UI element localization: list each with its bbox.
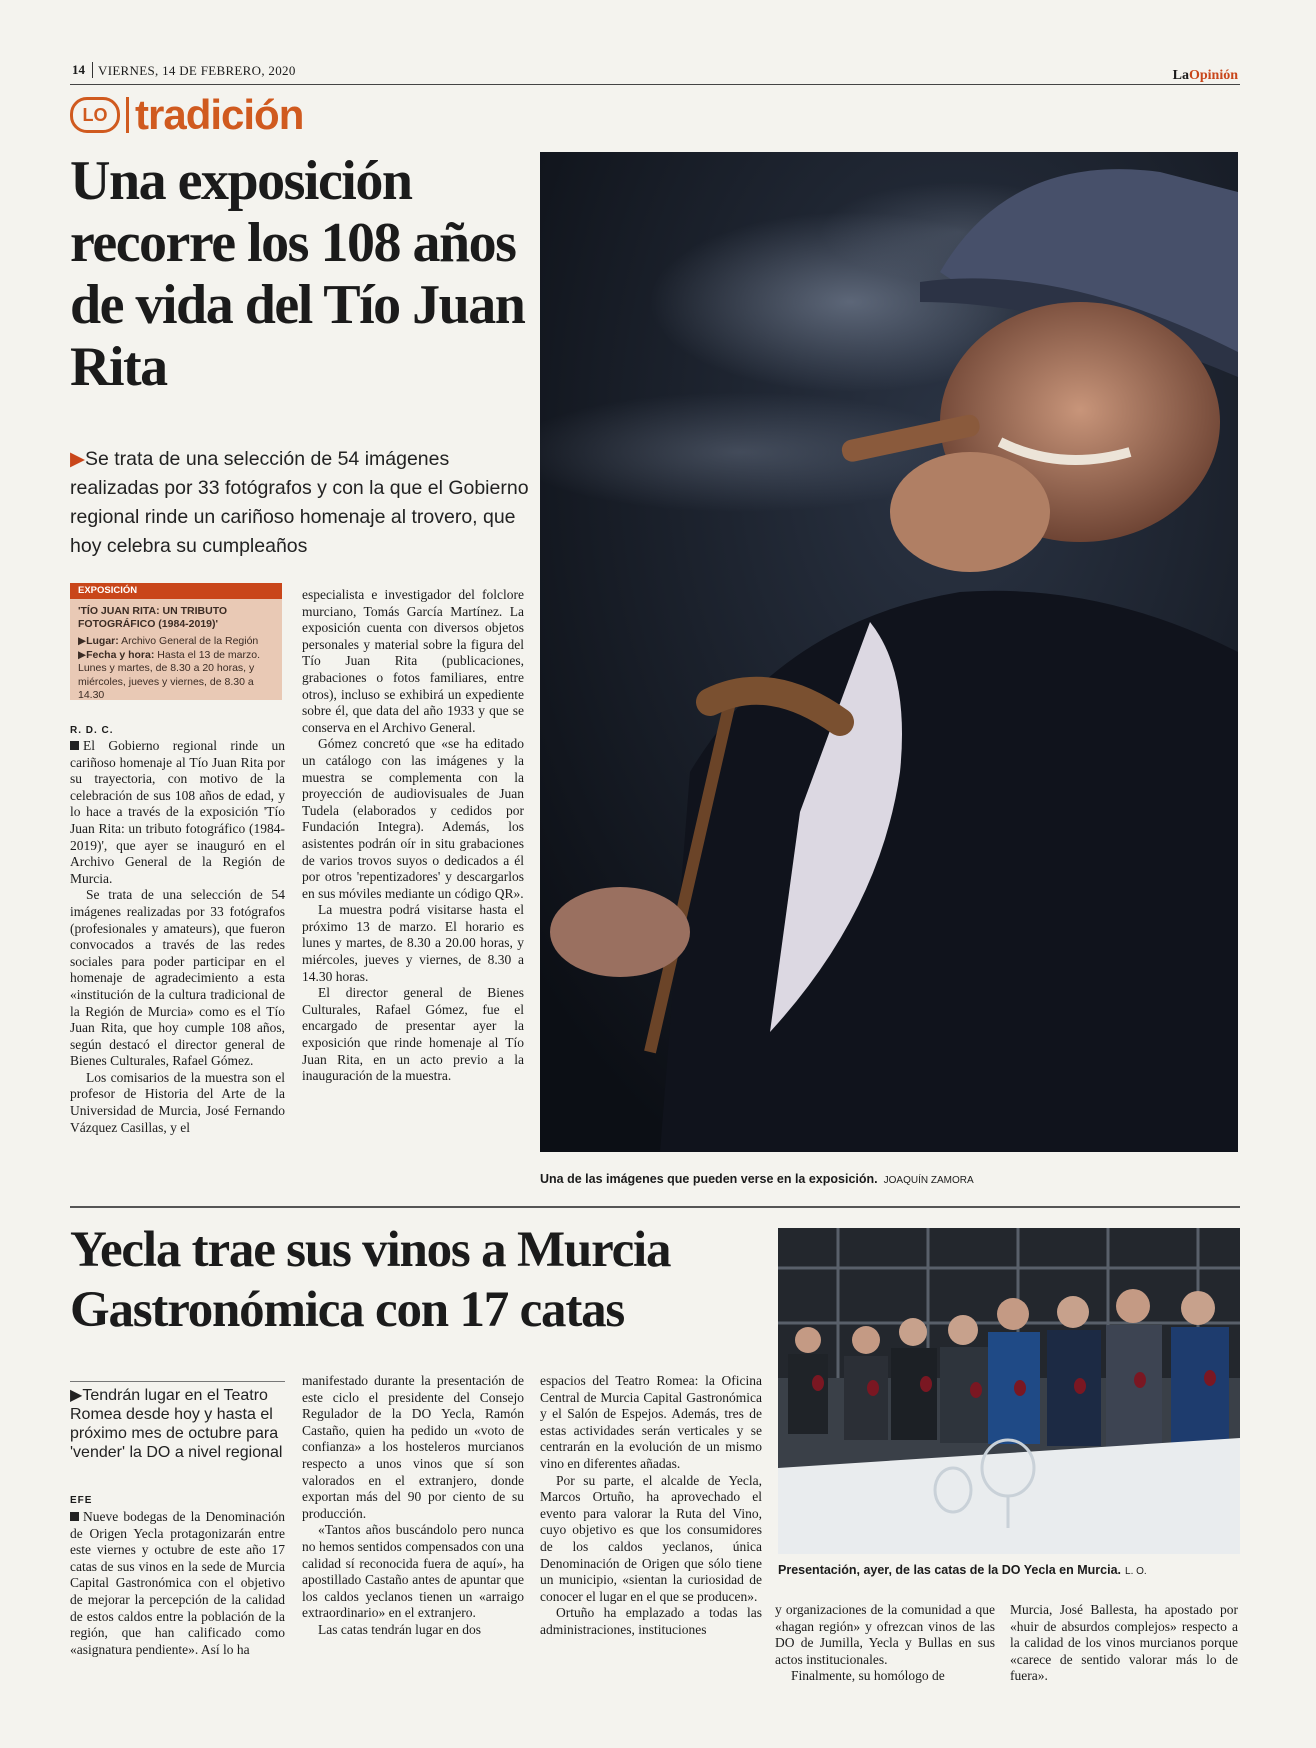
section-name: tradición bbox=[135, 91, 304, 138]
story2-column-2 bbox=[302, 1373, 524, 1639]
headline-story1: Una exposición recorre los 108 años de vida del Tío Juan Rita bbox=[70, 150, 525, 398]
story2-column-5 bbox=[1010, 1602, 1238, 1685]
subhead-story2 bbox=[70, 1381, 285, 1462]
paragraph: Finalmente, su homólogo de bbox=[791, 1668, 945, 1684]
info-fecha-value: Hasta el 13 de marzo. Lunes y martes, de 8.30 a 20 horas, y miércoles, jueves y viernes, de 8.30 a 14.30 bbox=[78, 648, 260, 701]
paragraph-text: El Gobierno regional rinde un cariñoso homenaje al Tío Juan Rita por su trayectoria, con motivo de la celebración de sus 108 años de edad, y lo hace a través de la exposición 'Tío Juan Rita: un tributo fotográfico (1984-2019)', que ayer se inauguró en el Archivo General de la Región de Murcia. bbox=[70, 738, 285, 886]
byline-story2: EFE bbox=[70, 1495, 93, 1506]
paragraph bbox=[70, 1509, 285, 1658]
info-lugar-label: Lugar: bbox=[86, 635, 119, 647]
section-header bbox=[70, 92, 303, 138]
portrait-photo bbox=[540, 152, 1238, 1152]
photo-caption-story2 bbox=[778, 1563, 1240, 1577]
story-divider bbox=[70, 1206, 1240, 1208]
info-lugar-value: Archivo General de la Región bbox=[121, 635, 259, 647]
info-fecha-label: Fecha y hora: bbox=[86, 648, 155, 661]
paragraph: y organizaciones de la comunidad a que «hagan región» y ofrezcan vinos de las DO de Jumilla, Yecla y Bullas en sus actos institucionales. bbox=[775, 1602, 995, 1667]
story2-column-4 bbox=[775, 1602, 995, 1685]
paragraph: Murcia, José Ballesta, ha apostado por «huir de absurdos complejos» respecto a la calidad de los vinos murcianos porque «carece de sentido valorar más lo de fuera». bbox=[1010, 1602, 1238, 1684]
paragraph: Gómez concretó que «se ha editado un catálogo con las imágenes y la muestra se complementa con la proyección de audiovisuales de Juan Tudela (elaborados y cedidos por Fundación Integra). Además, los asistentes podrán oír in situ grabaciones de varios trovos suyos o dedicados a él por otros 'repentizadores' y descargarlos en sus móviles mediante un código QR». bbox=[302, 736, 524, 901]
square-bullet-icon bbox=[70, 1512, 79, 1521]
paragraph: especialista e investigador del folclore murciano, Tomás García Martínez. La exposición cuenta con diversos objetos personales y material sobre la figura del Tío Juan Rita (publicaciones, grabaciones o fotos familiares, entre otros), incluso se exhibirá un expediente sobre él, que data del año 1933 y que se conserva en el Archivo General. bbox=[302, 587, 524, 735]
byline-story1: R. D. C. bbox=[70, 725, 114, 736]
issue-date: VIERNES, 14 DE FEBRERO, 2020 bbox=[98, 63, 296, 78]
headline-story2: Yecla trae sus vinos a Murcia Gastronómica con 17 catas bbox=[70, 1222, 671, 1338]
info-lugar bbox=[78, 635, 282, 649]
subhead-story1-text: Se trata de una selección de 54 imágenes realizadas por 33 fotógrafos y con la que el Gobierno regional rinde un cariñoso homenaje al trovero, que hoy celebra su cumpleaños bbox=[70, 448, 529, 557]
paragraph: La muestra podrá visitarse hasta el próximo 13 de marzo. El horario es lunes y martes, de 8.30 a 20.00 horas, y miércoles, jueves y viernes, de 8.30 a 14.30 horas. bbox=[302, 902, 524, 984]
header-rule bbox=[70, 84, 1240, 85]
story1-column-1 bbox=[70, 738, 285, 1136]
header-separator bbox=[92, 62, 93, 78]
photo-caption-story1 bbox=[540, 1172, 1240, 1186]
paragraph: Ortuño ha emplazado a todas las administraciones, instituciones bbox=[540, 1605, 762, 1637]
photo-credit: L. O. bbox=[1125, 1566, 1147, 1577]
triangle-bullet-icon: ▶ bbox=[78, 648, 87, 661]
paragraph: Por su parte, el alcalde de Yecla, Marcos Ortuño, ha aprovechado el evento para valorar la Ruta del Vino, cuyo objetivo es que los consumidores de los caldos yeclanos, única Denominación de Origen que sólo tiene un municipio, «sientan la curiosidad de conocer el lugar en el que se producen». bbox=[540, 1472, 762, 1604]
section-bar bbox=[126, 97, 129, 133]
exhibition-info-box bbox=[70, 583, 282, 700]
portrait-photo-illustration bbox=[540, 152, 1238, 1152]
paragraph: Los comisarios de la muestra son el profesor de Historia del Arte de la Universidad de Murcia, José Fernando Vázquez Casillas, y el bbox=[70, 1069, 285, 1135]
paragraph-text: Nueve bodegas de la Denominación de Origen Yecla protagonizarán entre este viernes y octubre de este año 17 catas de sus vinos en la sede de Murcia Capital Gastronómica con el objetivo de mejorar la percepción de la calidad de estos caldos entre la población de la región, que han calificado como «asignatura pendiente». Así lo ha bbox=[70, 1509, 285, 1657]
paragraph: manifestado durante la presentación de este ciclo el presidente del Consejo Regulador de la DO Yecla, Ramón Castaño, quien ha pedido un «voto de confianza» a los hosteleros murcianos respecto a unos vinos que sí son valorados en el extranjero, donde exportan más del 90 por ciento de su producción. bbox=[302, 1373, 524, 1521]
paragraph: espacios del Teatro Romea: la Oficina Central de Murcia Capital Gastronómica y el Salón de Espejos. Además, tres de estas actividades serán verticales y se centrarán en la evolución de un mismo vino en diferentes añadas. bbox=[540, 1373, 762, 1471]
paragraph: Las catas tendrán lugar en dos bbox=[318, 1621, 482, 1637]
info-fecha bbox=[78, 649, 282, 703]
subhead-story2-text: Tendrán lugar en el Teatro Romea desde hoy y hasta el próximo mes de octubre para 'vender' la DO a nivel regional bbox=[70, 1387, 283, 1461]
triangle-bullet-icon: ▶ bbox=[70, 448, 85, 470]
story2-column-3 bbox=[540, 1373, 762, 1639]
masthead-part-b: Opinión bbox=[1188, 68, 1238, 83]
wine-presentation-photo bbox=[778, 1228, 1240, 1554]
paragraph bbox=[70, 738, 285, 887]
info-box-details bbox=[78, 635, 282, 703]
caption-text: Presentación, ayer, de las catas de la DO Yecla en Murcia. bbox=[778, 1563, 1122, 1577]
wine-presentation-illustration bbox=[778, 1228, 1240, 1554]
subhead-story1 bbox=[70, 445, 530, 561]
triangle-bullet-icon: ▶ bbox=[78, 635, 87, 647]
square-bullet-icon bbox=[70, 741, 79, 750]
masthead bbox=[1173, 68, 1238, 84]
story1-column-2 bbox=[302, 587, 524, 1085]
page-number: 14 bbox=[72, 62, 85, 77]
info-box-tag: EXPOSICIÓN bbox=[70, 583, 282, 599]
story2-column-1 bbox=[70, 1509, 285, 1658]
paragraph: «Tantos años buscándolo pero nunca no hemos sentidos compensados con una calidad sí reconocida fuera de aquí», ha apostillado Castaño antes de apuntar que los caldos yeclanos tienen un «arraigo extraordinario» en el extranjero. bbox=[302, 1522, 524, 1621]
caption-text: Una de las imágenes que pueden verse en la exposición. bbox=[540, 1172, 878, 1186]
triangle-bullet-icon: ▶ bbox=[70, 1387, 83, 1404]
paragraph: Se trata de una selección de 54 imágenes realizadas por 33 fotógrafos (profesionales y amateurs), que fueron convocados a través de las redes sociales para poder participar en el homenaje de agradecimiento a esta «institución de la cultura tradicional de la Región de Murcia» como es el Tío Juan Rita, que hoy cumple 108 años, según destacó el director general de Bienes Culturales, Rafael Gómez. bbox=[70, 887, 285, 1069]
info-box-title: 'TÍO JUAN RITA: UN TRIBUTO FOTOGRÁFICO (1984-2019)' bbox=[78, 605, 228, 630]
photo-credit: JOAQUÍN ZAMORA bbox=[883, 1175, 974, 1186]
masthead-part-a: La bbox=[1172, 68, 1189, 83]
paragraph: El director general de Bienes Culturales, Rafael Gómez, fue el encargado de presentar ayer la exposición que rinde homenaje al Tío Juan Rita, en un acto previo a la inauguración de la muestra. bbox=[302, 985, 524, 1084]
section-logo: LO bbox=[70, 97, 120, 133]
